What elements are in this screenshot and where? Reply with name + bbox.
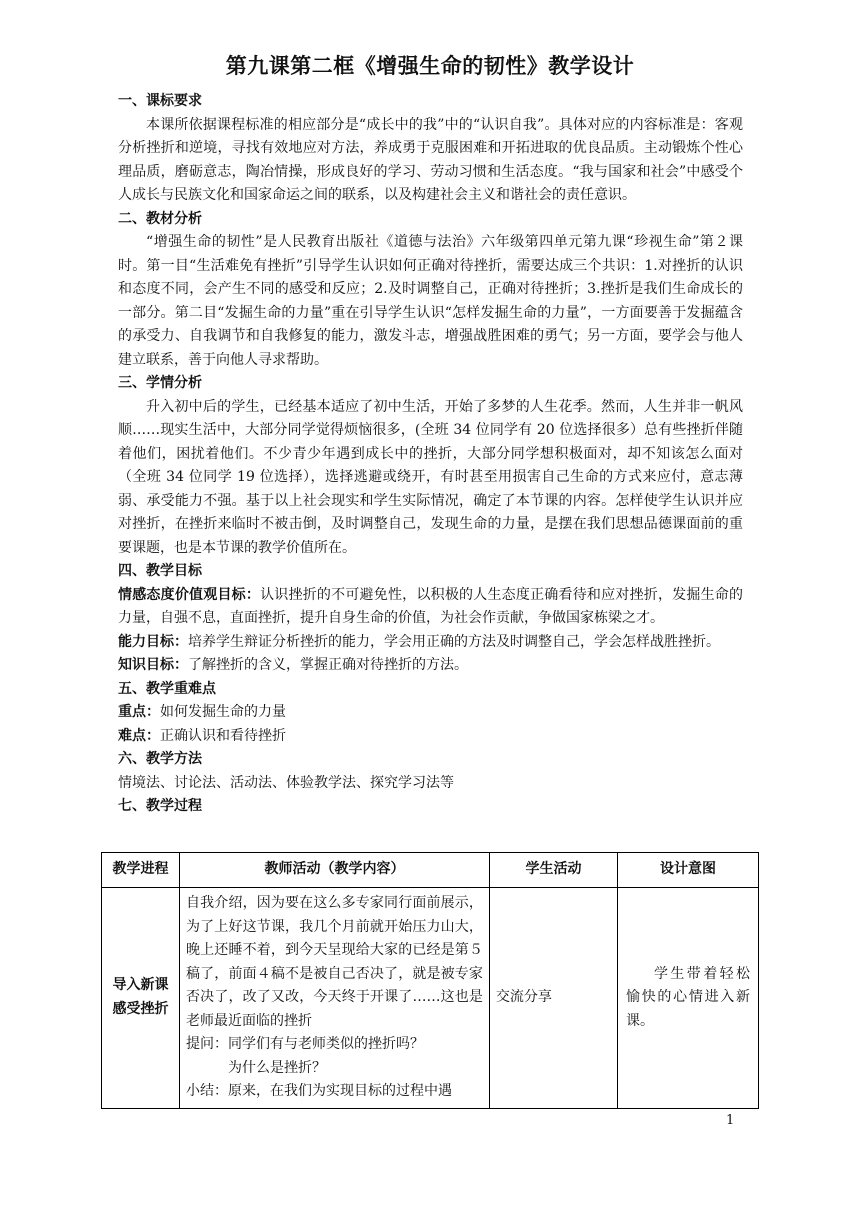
design-intent-text: 学生带着轻松愉快的心情进入新课。 (625, 965, 750, 1029)
table-cell-student: 交流分享 (489, 888, 617, 1109)
goal-ability-text: 培养学生辩证分析挫折的能力，学会用正确的方法及时调整自己，学会怎样战胜挫折。 (188, 633, 720, 650)
teaching-process-table (101, 852, 759, 1109)
table-cell-teacher (180, 888, 490, 1109)
key-point-text: 如何发掘生命的力量 (160, 704, 286, 720)
page-number: 1 (726, 1113, 735, 1128)
section-heading-methods: 六、教学方法 (118, 751, 202, 767)
key-point-label: 重点： (118, 704, 160, 720)
key-point (118, 701, 743, 725)
table-header-student: 学生活动 (489, 853, 617, 888)
goal-ability (118, 631, 743, 655)
goal-ability-label: 能力目标： (118, 633, 188, 650)
table-row (102, 888, 759, 1109)
section-heading-curriculum: 一、课标要求 (118, 93, 202, 109)
stage-line-2: 感受挫折 (112, 1000, 169, 1017)
teacher-activity-question: 提问：同学们有与老师类似的挫折吗？ (186, 1036, 425, 1052)
difficult-point-label: 难点： (118, 727, 160, 744)
goal-knowledge (118, 654, 743, 678)
teacher-activity-intro: 自我介绍，因为要在这么多专家同行面前展示，为了上好这节课，我几个月前就开始压力山大，晚上还睡不着，到今天呈现给大家的已经是第５稿了，前面４稿不是被自己否决了，就是被专家否决了，改了又改，今天终于开课了……这也是老师最近面临的挫折 (186, 895, 483, 1029)
goal-emotion-text: 认识挫折的不可避免性，以积极的人生态度正确看待和应对挫折，发掘生命的力量，自强不息，直面挫折，提升自身生命的价值，为社会作贡献，争做国家栋梁之才。 (118, 586, 743, 626)
table-header-intent: 设计意图 (617, 853, 758, 888)
goal-knowledge-text: 了解挫折的含义，掌握正确对待挫折的方法。 (188, 657, 468, 673)
table-header-teacher: 教师活动（教学内容） (180, 853, 490, 888)
section-heading-key-points: 五、教学重难点 (118, 680, 216, 697)
teacher-activity-question-2: 为什么是挫折？ (228, 1059, 327, 1076)
difficult-point (118, 725, 743, 749)
goal-knowledge-label: 知识目标： (118, 657, 188, 673)
document-body (118, 90, 743, 819)
table-cell-stage (102, 888, 180, 1109)
section-heading-goals: 四、教学目标 (118, 563, 202, 579)
stage-line-1: 导入新课 (112, 977, 169, 994)
section-heading-process: 七、教学过程 (118, 798, 202, 814)
section-body-textbook: “增强生命的韧性”是人民教育出版社《道德与法治》六年级第四单元第九课“珍视生命”第２课时。第一目“生活难免有挫折”引导学生认识如何正确对待挫折，需要达成三个共识：1.对挫折的认识和态度不同，会产生不同的感受和反应；2.及时调整自己，正确对待挫折；3.挫折是我们生命成长的一部分。第二目“发掘生命的力量”重在引导学生认识“怎样发掘生命的力量”，一方面要善于发掘蕴含的承受力、自我调节和自我修复的能力，激发斗志，增强战胜困难的勇气；另一方面，要学会与他人建立联系，善于向他人寻求帮助。 (118, 234, 743, 368)
section-heading-textbook: 二、教材分析 (118, 210, 202, 227)
section-body-methods: 情境法、讨论法、活动法、体验教学法、探究学习法等 (118, 774, 454, 791)
table-header-row (102, 853, 759, 888)
goal-emotion (118, 584, 743, 631)
document-title: 第九课第二框《增强生命的韧性》教学设计 (225, 54, 635, 78)
section-body-students: 升入初中后的学生，已经基本适应了初中生活，开始了多梦的人生花季。然而，人生并非一帆风顺……现实生活中，大部分同学觉得烦恼很多，(全班 34 位同学有 20 位选择很多）总有些挫折伴随着他们，困扰着他们。不少青少年遇到成长中的挫折，大部分同学想积极面对，却不知该怎么面对（全班 34 位同学 19 位选择），选择逃避或绕开，有时甚至用损害自己生命的方式来应付，意志薄弱、承受能力不强。基于以上社会现实和学生实际情况，确定了本节课的内容。怎样使学生认识并应对挫折，在挫折来临时不被击倒，及时调整自己，发现生命的力量，是摆在我们思想品德课面前的重要课题，也是本节课的教学价值所在。 (118, 398, 743, 556)
goal-emotion-label: 情感态度价值观目标： (118, 586, 261, 603)
section-heading-students: 三、学情分析 (118, 375, 202, 391)
difficult-point-text: 正确认识和看待挫折 (160, 727, 286, 744)
table-cell-intent (617, 888, 758, 1109)
teacher-activity-summary: 小结：原来，在我们为实现目标的过程中遇 (186, 1083, 453, 1099)
table-header-stage: 教学进程 (102, 853, 180, 888)
section-body-curriculum: 本课所依据课程标准的相应部分是“成长中的我”中的“认识自我”。具体对应的内容标准是：客观分析挫折和逆境，寻找有效地应对方法，养成勇于克服困难和开拓进取的优良品质。主动锻炼个性心理品质，磨砺意志，陶冶情操，形成良好的学习、劳动习惯和生活态度。“我与国家和社会”中感受个人成长与民族文化和国家命运之间的联系，以及构建社会主义和谐社会的责任意识。 (118, 116, 743, 203)
